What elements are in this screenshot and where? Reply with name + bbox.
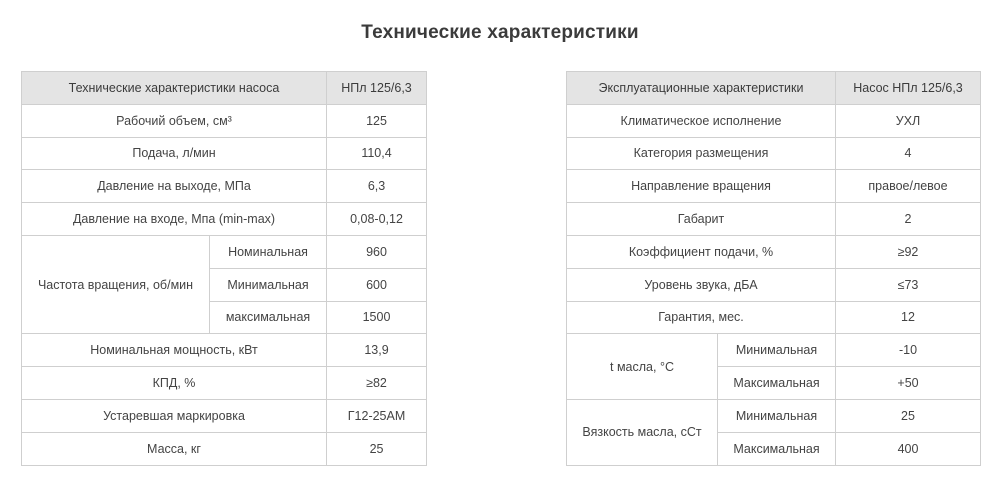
row-value: -10 [836, 334, 981, 367]
row-value: 125 [327, 104, 427, 137]
row-value: 25 [327, 432, 427, 465]
group-label: Частота вращения, об/мин [22, 235, 210, 333]
row-label: Коэффициент подачи, % [567, 235, 836, 268]
row-value: 2 [836, 203, 981, 236]
row-value: Г12-25АМ [327, 399, 427, 432]
table-row [22, 170, 427, 203]
subrow-label: максимальная [210, 301, 327, 334]
table-row [22, 334, 427, 367]
group-label: t масла, °С [567, 334, 718, 400]
row-value: 600 [327, 268, 427, 301]
row-label: Масса, кг [22, 432, 327, 465]
subrow-label: Минимальная [718, 399, 836, 432]
row-label: Давление на выходе, МПа [22, 170, 327, 203]
header-cell: Насос НПл 125/6,3 [836, 72, 981, 105]
row-label: Уровень звука, дБА [567, 268, 836, 301]
row-value: 0,08-0,12 [327, 203, 427, 236]
row-value: ≥82 [327, 367, 427, 400]
row-value: 4 [836, 137, 981, 170]
table-row [22, 104, 427, 137]
row-value: 6,3 [327, 170, 427, 203]
row-value: правое/левое [836, 170, 981, 203]
subrow-label: Минимальная [718, 334, 836, 367]
pump-specs-table [21, 71, 427, 466]
table-header-row [567, 72, 981, 105]
table-row [567, 301, 981, 334]
table-row [22, 203, 427, 236]
row-value: ≥92 [836, 235, 981, 268]
table-row [567, 137, 981, 170]
row-label: Давление на входе, Мпа (min-max) [22, 203, 327, 236]
subrow-label: Максимальная [718, 432, 836, 465]
row-label: Направление вращения [567, 170, 836, 203]
row-value: 1500 [327, 301, 427, 334]
header-cell: Технические характеристики насоса [22, 72, 327, 105]
subrow-label: Минимальная [210, 268, 327, 301]
table-row [567, 334, 981, 367]
row-label: Устаревшая маркировка [22, 399, 327, 432]
table-row [22, 235, 427, 268]
table-header-row [22, 72, 427, 105]
page-title: Технические характеристики [361, 22, 639, 43]
row-value: +50 [836, 367, 981, 400]
row-value: 12 [836, 301, 981, 334]
table-row [567, 203, 981, 236]
row-label: Гарантия, мес. [567, 301, 836, 334]
row-value: 960 [327, 235, 427, 268]
table-row [567, 104, 981, 137]
table-row [567, 268, 981, 301]
header-cell: НПл 125/6,3 [327, 72, 427, 105]
subrow-label: Номинальная [210, 235, 327, 268]
row-label: Номинальная мощность, кВт [22, 334, 327, 367]
row-label: Подача, л/мин [22, 137, 327, 170]
row-value: ≤73 [836, 268, 981, 301]
row-label: Габарит [567, 203, 836, 236]
subrow-label: Максимальная [718, 367, 836, 400]
row-label: Климатическое исполнение [567, 104, 836, 137]
row-value: 110,4 [327, 137, 427, 170]
row-label: Категория размещения [567, 137, 836, 170]
header-cell: Эксплуатационные характеристики [567, 72, 836, 105]
table-row [567, 170, 981, 203]
row-label: Рабочий объем, см³ [22, 104, 327, 137]
operating-specs-table [566, 71, 981, 466]
table-row [22, 432, 427, 465]
row-value: 13,9 [327, 334, 427, 367]
row-value: УХЛ [836, 104, 981, 137]
row-value: 25 [836, 399, 981, 432]
table-row [567, 235, 981, 268]
table-row [22, 399, 427, 432]
row-value: 400 [836, 432, 981, 465]
group-label: Вязкость масла, сСт [567, 399, 718, 465]
row-label: КПД, % [22, 367, 327, 400]
table-row [22, 367, 427, 400]
table-row [567, 399, 981, 432]
table-row [22, 137, 427, 170]
